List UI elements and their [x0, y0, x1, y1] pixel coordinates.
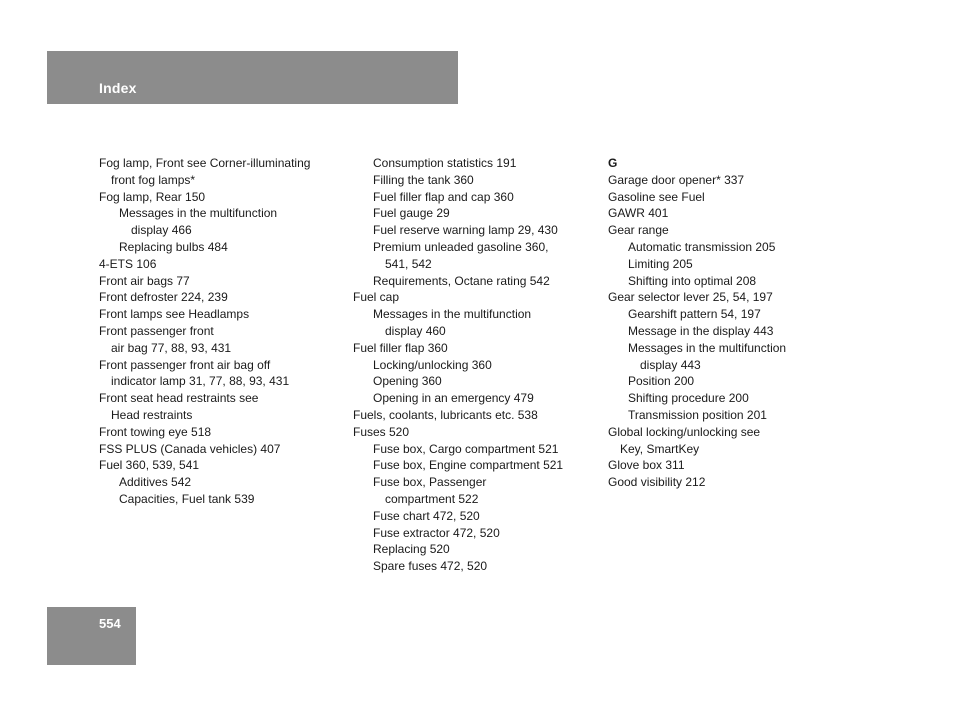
index-entry: 4-ETS 106 [99, 256, 157, 271]
index-entry: Fuse box, Engine compartment 521 [373, 458, 564, 473]
index-entry: Fuse box, Passenger [373, 475, 487, 490]
index-column-1 [99, 155, 344, 508]
index-entry: Fog lamp, Rear 150 [99, 189, 206, 204]
index-entry: Additives 542 [119, 475, 192, 490]
index-entry: FSS PLUS (Canada vehicles) 407 [99, 441, 281, 456]
index-entry: Messages in the multifunction [119, 206, 278, 221]
index-entry: display 443 [640, 357, 701, 372]
index-entry: Premium unleaded gasoline 360, [373, 239, 549, 254]
index-entry: Transmission position 201 [628, 407, 767, 422]
index-entry: Opening in an emergency 479 [373, 391, 534, 406]
index-entry: Fuel gauge 29 [373, 206, 450, 221]
index-entry: Front passenger front [99, 323, 214, 338]
index-entry: Head restraints [111, 407, 193, 422]
index-header-bar [47, 51, 458, 104]
index-entry: Messages in the multifunction [373, 307, 532, 322]
index-entry: Messages in the multifunction [628, 340, 787, 355]
index-entry: Fuse box, Cargo compartment 521 [373, 441, 559, 456]
index-entry: Consumption statistics 191 [373, 156, 517, 170]
index-entry: Fuel filler flap 360 [353, 340, 448, 355]
index-entry: Replacing 520 [373, 542, 450, 557]
index-entry: Front seat head restraints see [99, 391, 259, 406]
page-number-box [47, 607, 136, 665]
index-entry: Global locking/unlocking see [608, 424, 761, 439]
index-entry: Fuel 360, 539, 541 [99, 458, 200, 473]
index-entry: Front passenger front air bag off [99, 357, 271, 372]
index-entry: Automatic transmission 205 [628, 239, 776, 254]
index-entry: Locking/unlocking 360 [373, 357, 492, 372]
index-entry: Filling the tank 360 [373, 172, 474, 187]
index-entry: front fog lamps* [111, 172, 196, 187]
index-entry: Shifting into optimal 208 [628, 273, 757, 288]
index-entry: Requirements, Octane rating 542 [373, 273, 550, 288]
index-entry: Opening 360 [373, 374, 442, 389]
index-entry: GAWR 401 [608, 206, 669, 221]
index-entry: Fog lamp, Front see Corner-illuminating [99, 156, 311, 170]
index-entry: Front towing eye 518 [99, 424, 212, 439]
index-entry: Gasoline see Fuel [608, 189, 705, 204]
index-entry: display 466 [131, 223, 192, 238]
index-entry: Glove box 311 [608, 458, 685, 473]
index-entry: Limiting 205 [628, 256, 693, 271]
index-entry: 541, 542 [385, 256, 432, 271]
index-entry: Garage door opener* 337 [608, 172, 745, 187]
index-entry: Front lamps see Headlamps [99, 307, 250, 322]
index-entry: Fuel reserve warning lamp 29, 430 [373, 223, 558, 238]
index-entry: display 460 [385, 323, 446, 338]
index-entry: Fuel cap [353, 290, 400, 305]
index-section-letter: G [608, 156, 618, 170]
index-entry: Capacities, Fuel tank 539 [119, 491, 255, 506]
page-title: Index [99, 80, 137, 96]
index-column-3 [608, 155, 853, 491]
index-entry: Fuse chart 472, 520 [373, 508, 480, 523]
index-column-2 [353, 155, 598, 575]
index-entry: Fuel filler flap and cap 360 [373, 189, 514, 204]
index-entry: Fuels, coolants, lubricants etc. 538 [353, 407, 538, 422]
index-entry: Shifting procedure 200 [628, 391, 749, 406]
page-number: 554 [99, 616, 121, 631]
index-entry: Fuses 520 [353, 424, 410, 439]
index-entry: Good visibility 212 [608, 475, 706, 490]
index-entry: air bag 77, 88, 93, 431 [111, 340, 232, 355]
index-entry: compartment 522 [385, 491, 479, 506]
index-entry: Spare fuses 472, 520 [373, 559, 488, 574]
index-entry: Message in the display 443 [628, 323, 774, 338]
index-entry: Front air bags 77 [99, 273, 190, 288]
index-entry: Position 200 [628, 374, 695, 389]
index-entry: indicator lamp 31, 77, 88, 93, 431 [111, 374, 290, 389]
index-entry: Gearshift pattern 54, 197 [628, 307, 761, 322]
index-entry: Replacing bulbs 484 [119, 239, 228, 254]
index-entry: Key, SmartKey [620, 441, 700, 456]
index-entry: Gear range [608, 223, 669, 238]
index-entry: Fuse extractor 472, 520 [373, 525, 500, 540]
index-entry: Front defroster 224, 239 [99, 290, 228, 305]
index-entry: Gear selector lever 25, 54, 197 [608, 290, 773, 305]
